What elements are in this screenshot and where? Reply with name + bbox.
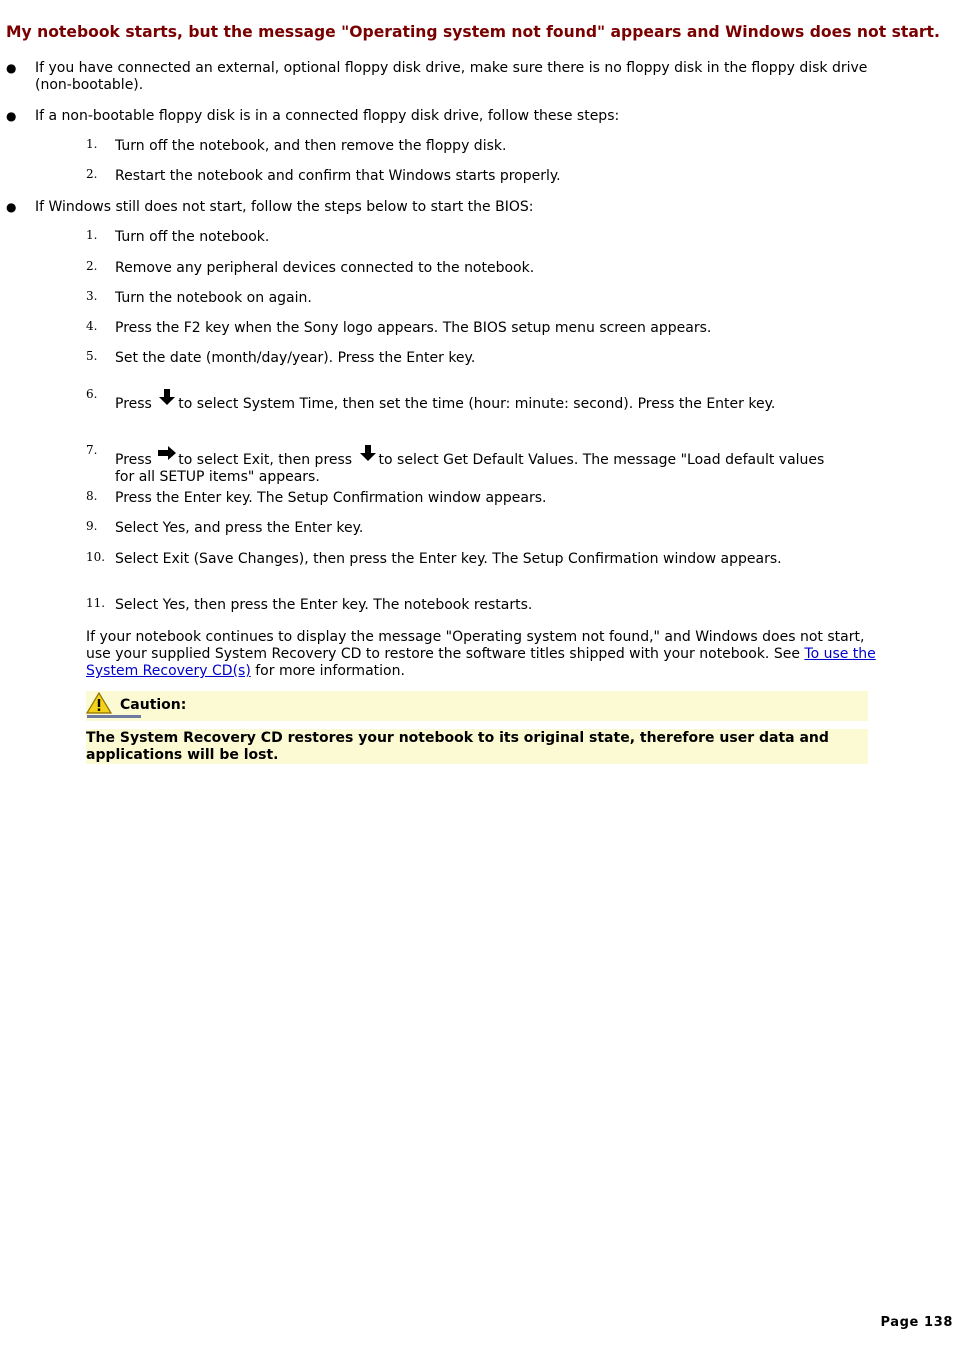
caution-underline [87,715,141,718]
step-text: Turn the notebook on again. [115,290,312,306]
bullet-dot: ● [6,109,17,123]
step-text: Select Yes, then press the Enter key. The notebook restarts. [115,597,533,613]
step-text: Select Yes, and press the Enter key. [115,520,364,536]
step-number: 9. [86,519,98,533]
recovery-paragraph [86,629,876,680]
caution-label: Caution: [120,697,187,713]
step-number: 5. [86,349,98,363]
step-text: Select Exit (Save Changes), then press the Enter key. The Setup Confirmation window appears. [115,551,782,567]
paragraph-text: If your notebook continues to display the message "Operating system not found," and Windows does not start, use your supplied System Recovery CD to restore the software titles shipped with your notebook. See [86,629,865,662]
step-number: 1. [86,228,98,242]
step-number: 11. [86,596,106,610]
step-number: 2. [86,259,98,273]
step-text [115,444,837,486]
step-text: Set the date (month/day/year). Press the Enter key. [115,350,476,366]
bullet-text: If Windows still does not start, follow the steps below to start the BIOS: [35,199,534,215]
step-number: 6. [86,387,98,401]
bullet-dot: ● [6,200,17,214]
step-number: 8. [86,489,98,503]
step-number: 1. [86,137,98,151]
step-number: 3. [86,289,98,303]
step-number: 10. [86,550,106,564]
down-arrow-icon [156,388,178,413]
bullet-text: If you have connected an external, optional floppy disk drive, make sure there is no floppy disk in the floppy disk drive (non-bootable). [35,60,868,93]
step-text-part: Press [115,452,157,468]
caution-header [86,691,868,721]
bullet-dot: ● [6,61,17,75]
step-text: Remove any peripheral devices connected to the notebook. [115,260,535,276]
page-title: My notebook starts, but the message "Operating system not found" appears and Windows does not start. [6,23,940,41]
paragraph-text: for more information. [250,663,405,679]
step-text [115,388,837,413]
right-arrow-icon [156,444,178,469]
step-number: 2. [86,167,98,181]
system-recovery-cd-link[interactable]: To use the System Recovery CD(s) [86,646,876,679]
step-text: Press the Enter key. The Setup Confirmation window appears. [115,490,547,506]
step-number: 4. [86,319,98,333]
step-text-part: to select Get Default Values. The message "Load default values for all SETUP items" appears. [115,452,825,485]
step-text-part: to select System Time, then set the time (hour: minute: second). Press the Enter key. [178,396,776,412]
caution-box [86,729,868,764]
down-arrow-icon [357,444,379,469]
step-text-part: Press [115,396,157,412]
caution-text: The System Recovery CD restores your notebook to its original state, therefore user data and applications will be lost. [86,730,829,763]
page-number: Page 138 [880,1315,953,1330]
step-text: Turn off the notebook, and then remove the floppy disk. [115,138,507,154]
step-text: Press the F2 key when the Sony logo appears. The BIOS setup menu screen appears. [115,320,712,336]
bullet-text: If a non-bootable floppy disk is in a connected floppy disk drive, follow these steps: [35,108,620,124]
step-text: Turn off the notebook. [115,229,270,245]
step-text-part: to select Exit, then press [178,452,357,468]
step-number: 7. [86,443,98,457]
step-text: Restart the notebook and confirm that Windows starts properly. [115,168,561,184]
